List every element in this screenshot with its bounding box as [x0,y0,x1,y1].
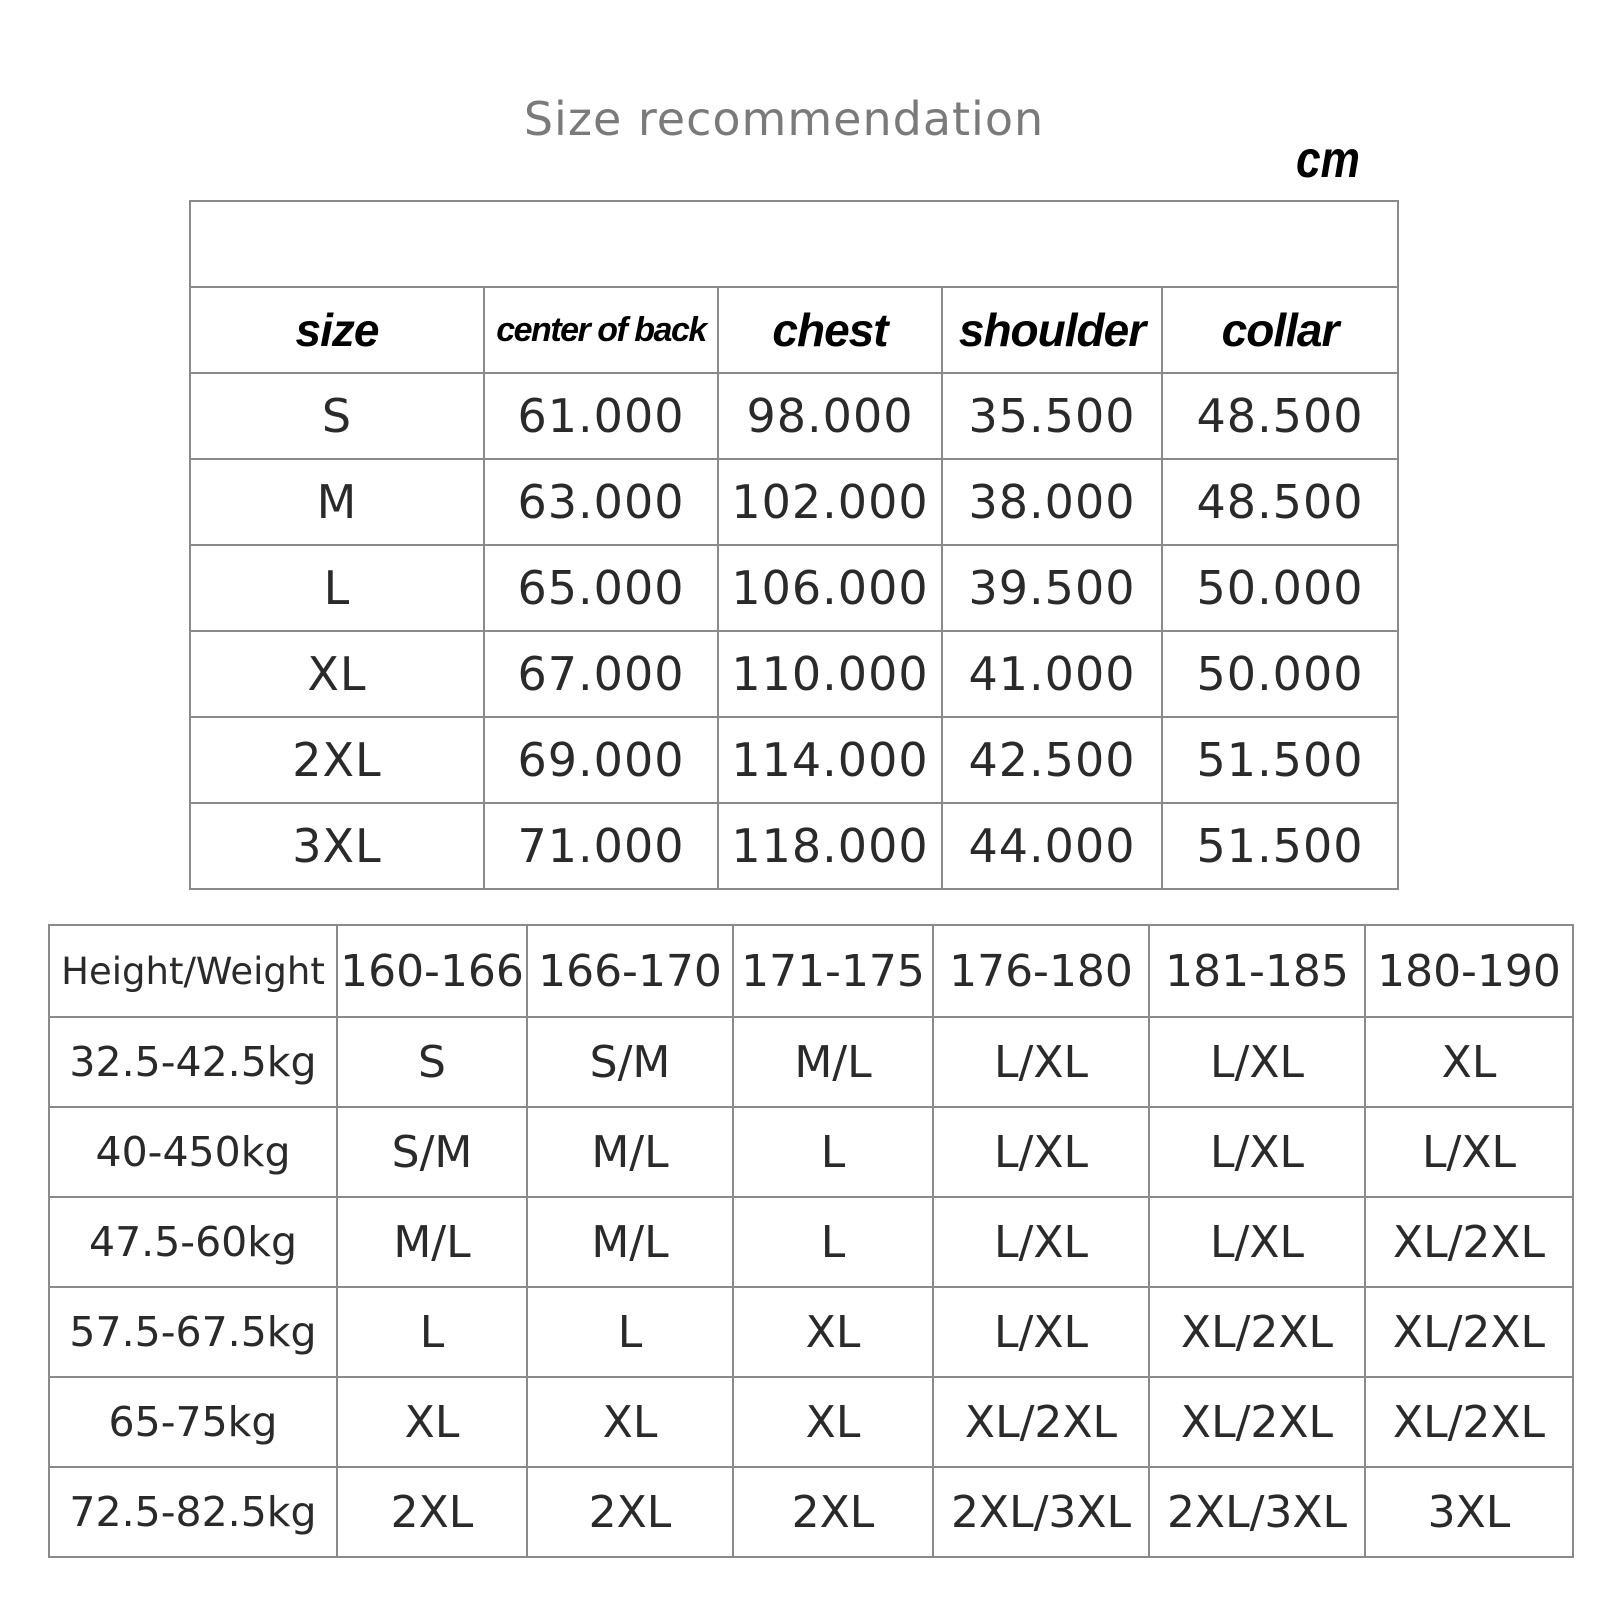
size-cell: 2XL [190,717,484,803]
size-recommendation-cell: L/XL [933,1287,1149,1377]
size-recommendation-cell: 3XL [1365,1467,1573,1557]
size-recommendation-cell: XL/2XL [933,1377,1149,1467]
size-recommendation-cell: 2XL/3XL [933,1467,1149,1557]
size-cell: M [190,459,484,545]
collar-cell: 48.500 [1162,459,1398,545]
size-recommendation-cell: XL [733,1287,933,1377]
size-recommendation-cell: XL [337,1377,527,1467]
size-recommendation-cell: L/XL [933,1197,1149,1287]
size-recommendation-cell: M/L [733,1017,933,1107]
weight-cell: 57.5-67.5kg [49,1287,337,1377]
size-table-blank-row [190,201,1398,287]
size-table-header-row [190,287,1398,373]
size-recommendation-cell: M/L [527,1107,733,1197]
size-recommendation-cell: M/L [337,1197,527,1287]
size-recommendation-cell: XL [527,1377,733,1467]
shoulder-cell: 35.500 [942,373,1162,459]
recommendation-header-row [49,925,1573,1017]
size-recommendation-cell: L [337,1287,527,1377]
size-cell: L [190,545,484,631]
height-header: 166-170 [527,925,733,1017]
collar-cell: 51.500 [1162,803,1398,889]
collar-cell: 48.500 [1162,373,1398,459]
weight-cell: 40-450kg [49,1107,337,1197]
table-row [190,717,1398,803]
chest-cell: 118.000 [718,803,942,889]
chest-cell: 114.000 [718,717,942,803]
column-header-size: size [190,287,484,373]
size-recommendation-cell: 2XL [337,1467,527,1557]
shoulder-cell: 39.500 [942,545,1162,631]
size-recommendation-cell: 2XL [527,1467,733,1557]
height-header: 171-175 [733,925,933,1017]
blank-cell [190,201,1398,287]
size-recommendation-cell: S [337,1017,527,1107]
column-header-collar: collar [1162,287,1398,373]
column-header-center-of-back: center of back [484,287,718,373]
table-row [49,1107,1573,1197]
table-row [49,1377,1573,1467]
size-recommendation-cell: XL [1365,1017,1573,1107]
size-recommendation-cell: XL/2XL [1365,1287,1573,1377]
size-recommendation-cell: XL/2XL [1365,1377,1573,1467]
height-header: 181-185 [1149,925,1365,1017]
shoulder-cell: 41.000 [942,631,1162,717]
page-title: Size recommendation [523,92,1045,146]
size-cell: 3XL [190,803,484,889]
column-header-chest: chest [718,287,942,373]
corner-header: Height/Weight [49,925,337,1017]
unit-label: cm [1296,131,1360,189]
height-header: 160-166 [337,925,527,1017]
weight-cell: 47.5-60kg [49,1197,337,1287]
size-recommendation-cell: S/M [527,1017,733,1107]
center-of-back-cell: 63.000 [484,459,718,545]
size-recommendation-cell: XL [733,1377,933,1467]
table-row [49,1467,1573,1557]
center-of-back-cell: 67.000 [484,631,718,717]
table-row [190,803,1398,889]
table-row [190,373,1398,459]
shoulder-cell: 42.500 [942,717,1162,803]
shoulder-cell: 44.000 [942,803,1162,889]
size-recommendation-cell: 2XL [733,1467,933,1557]
chest-cell: 106.000 [718,545,942,631]
center-of-back-cell: 71.000 [484,803,718,889]
size-recommendation-cell: L [733,1197,933,1287]
size-table [189,200,1399,890]
size-recommendation-cell: L/XL [933,1017,1149,1107]
column-header-shoulder: shoulder [942,287,1162,373]
chest-cell: 110.000 [718,631,942,717]
center-of-back-cell: 61.000 [484,373,718,459]
size-recommendation-cell: XL/2XL [1149,1287,1365,1377]
table-row [49,1197,1573,1287]
height-header: 180-190 [1365,925,1573,1017]
collar-cell: 50.000 [1162,631,1398,717]
center-of-back-cell: 69.000 [484,717,718,803]
chest-cell: 102.000 [718,459,942,545]
size-recommendation-cell: S/M [337,1107,527,1197]
collar-cell: 50.000 [1162,545,1398,631]
table-row [49,1017,1573,1107]
size-recommendation-cell: 2XL/3XL [1149,1467,1365,1557]
weight-cell: 32.5-42.5kg [49,1017,337,1107]
size-recommendation-cell: L/XL [933,1107,1149,1197]
size-recommendation-cell: XL/2XL [1149,1377,1365,1467]
chest-cell: 98.000 [718,373,942,459]
shoulder-cell: 38.000 [942,459,1162,545]
recommendation-table [48,924,1574,1558]
table-row [190,631,1398,717]
center-of-back-cell: 65.000 [484,545,718,631]
size-recommendation-cell: L [527,1287,733,1377]
weight-cell: 65-75kg [49,1377,337,1467]
height-header: 176-180 [933,925,1149,1017]
size-recommendation-cell: L/XL [1365,1107,1573,1197]
size-recommendation-cell: M/L [527,1197,733,1287]
size-recommendation-cell: L/XL [1149,1197,1365,1287]
size-recommendation-cell: L [733,1107,933,1197]
table-row [190,459,1398,545]
size-cell: S [190,373,484,459]
table-row [49,1287,1573,1377]
table-row [190,545,1398,631]
size-recommendation-cell: XL/2XL [1365,1197,1573,1287]
size-cell: XL [190,631,484,717]
weight-cell: 72.5-82.5kg [49,1467,337,1557]
collar-cell: 51.500 [1162,717,1398,803]
size-recommendation-cell: L/XL [1149,1017,1365,1107]
size-recommendation-cell: L/XL [1149,1107,1365,1197]
